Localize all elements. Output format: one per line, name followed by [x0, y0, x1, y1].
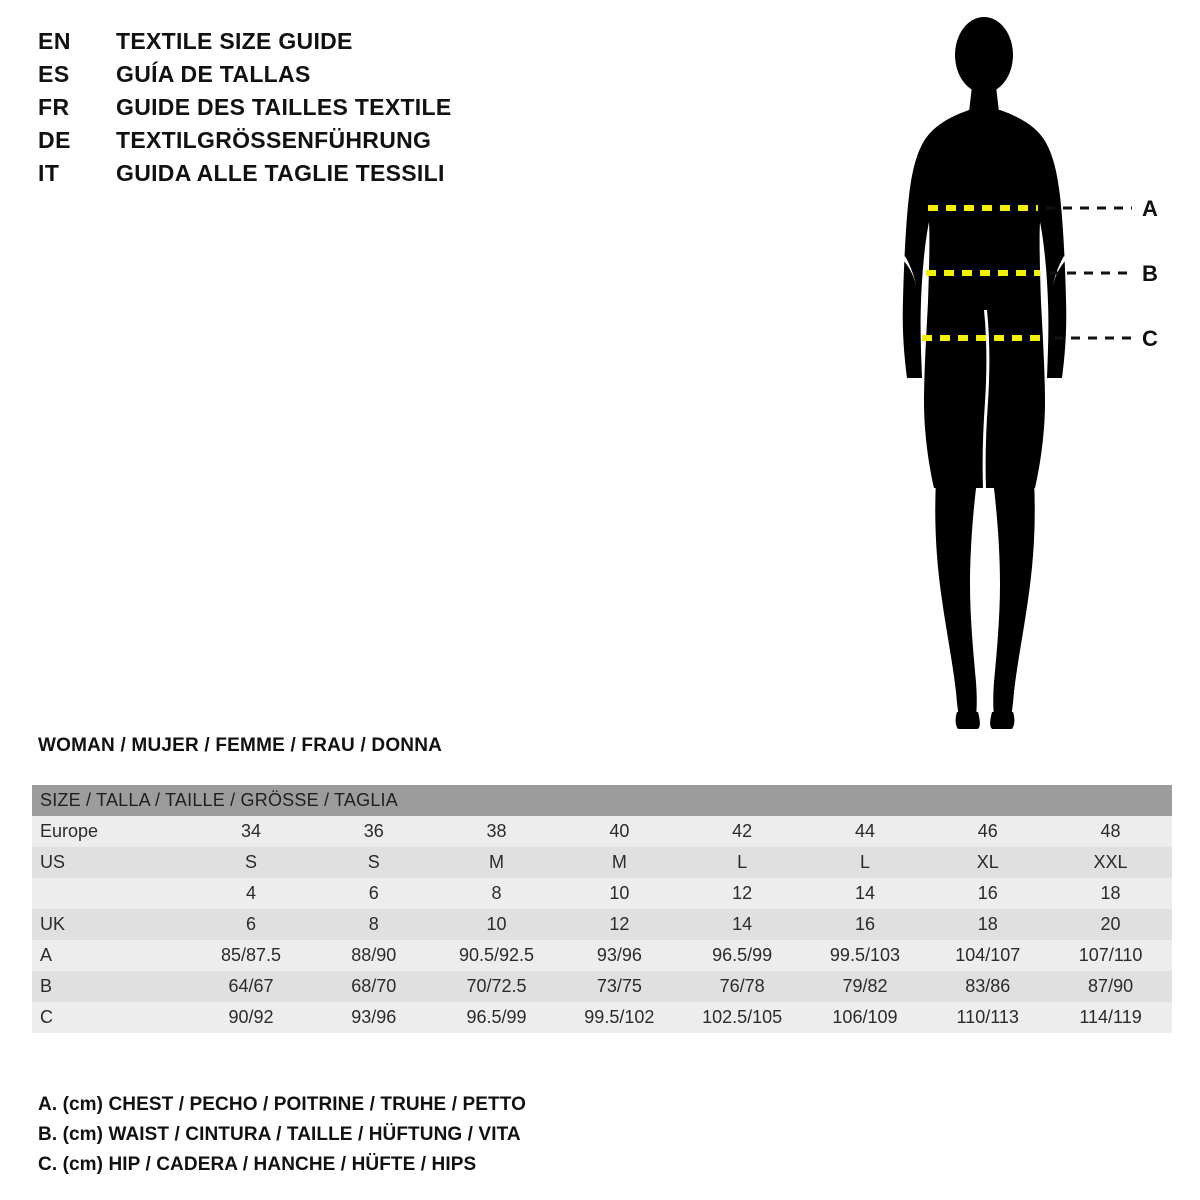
title-row — [38, 160, 738, 193]
title-row — [38, 28, 738, 61]
table-cell: 88/90 — [312, 940, 435, 971]
table-cell: XL — [926, 847, 1049, 878]
chest-measure-label: A — [1142, 196, 1158, 221]
table-cell: 46 — [926, 816, 1049, 847]
table-cell: 14 — [804, 878, 927, 909]
footnote-waist: B. (cm) WAIST / CINTURA / TAILLE / HÜFTUNG / VITA — [38, 1124, 521, 1145]
table-cell: 18 — [926, 909, 1049, 940]
table-cell: 96.5/99 — [681, 940, 804, 971]
table-cell: 12 — [558, 909, 681, 940]
table-cell: 107/110 — [1049, 940, 1172, 971]
table-cell: 64/67 — [190, 971, 313, 1002]
table-cell: 104/107 — [926, 940, 1049, 971]
table-cell: 20 — [1049, 909, 1172, 940]
size-table — [32, 785, 1172, 1033]
row-label: Europe — [32, 816, 190, 847]
table-row — [32, 878, 1172, 909]
title-text: TEXTILGRÖSSENFÜHRUNG — [116, 127, 432, 153]
hip-measure-label: C — [1142, 326, 1158, 351]
table-cell: 34 — [190, 816, 313, 847]
row-label: B — [32, 971, 190, 1002]
table-cell: 73/75 — [558, 971, 681, 1002]
footnote-hip: C. (cm) HIP / CADERA / HANCHE / HÜFTE / HIPS — [38, 1154, 477, 1175]
title-row — [38, 94, 738, 127]
title-language-code: IT — [38, 160, 60, 186]
table-cell: 12 — [681, 878, 804, 909]
table-cell: 83/86 — [926, 971, 1049, 1002]
table-cell: 68/70 — [312, 971, 435, 1002]
table-cell: 16 — [926, 878, 1049, 909]
table-cell: 40 — [558, 816, 681, 847]
table-header-label: SIZE / TALLA / TAILLE / GRÖSSE / TAGLIA — [32, 785, 1172, 816]
table-cell: 8 — [435, 878, 558, 909]
table-cell: L — [804, 847, 927, 878]
row-label: A — [32, 940, 190, 971]
table-cell: 42 — [681, 816, 804, 847]
table-cell: 87/90 — [1049, 971, 1172, 1002]
table-cell: 114/119 — [1049, 1002, 1172, 1033]
table-cell: 96.5/99 — [435, 1002, 558, 1033]
body-measurement-figure — [860, 10, 1190, 740]
table-cell: 38 — [435, 816, 558, 847]
table-row — [32, 909, 1172, 940]
table-cell: 93/96 — [312, 1002, 435, 1033]
table-cell: 110/113 — [926, 1002, 1049, 1033]
table-cell: 14 — [681, 909, 804, 940]
table-row — [32, 971, 1172, 1002]
table-row — [32, 816, 1172, 847]
row-label: UK — [32, 909, 190, 940]
female-silhouette-icon — [860, 10, 1190, 740]
table-cell: 10 — [435, 909, 558, 940]
footnote-chest: A. (cm) CHEST / PECHO / POITRINE / TRUHE / PETTO — [38, 1094, 526, 1115]
table-cell: 6 — [312, 878, 435, 909]
section-heading: WOMAN / MUJER / FEMME / FRAU / DONNA — [38, 735, 443, 756]
table-cell: 4 — [190, 878, 313, 909]
table-cell: 10 — [558, 878, 681, 909]
title-row — [38, 61, 738, 94]
table-cell: 99.5/102 — [558, 1002, 681, 1033]
title-language-code: DE — [38, 127, 71, 153]
table-row — [32, 1002, 1172, 1033]
table-cell: 102.5/105 — [681, 1002, 804, 1033]
row-label: C — [32, 1002, 190, 1033]
table-cell: 36 — [312, 816, 435, 847]
table-cell: S — [312, 847, 435, 878]
table-cell: 44 — [804, 816, 927, 847]
table-cell: 93/96 — [558, 940, 681, 971]
table-header-row — [32, 785, 1172, 816]
table-cell: 6 — [190, 909, 313, 940]
table-cell: 8 — [312, 909, 435, 940]
table-cell: 16 — [804, 909, 927, 940]
table-cell: 90/92 — [190, 1002, 313, 1033]
table-cell: 18 — [1049, 878, 1172, 909]
table-cell: S — [190, 847, 313, 878]
table-cell: L — [681, 847, 804, 878]
table-cell: 79/82 — [804, 971, 927, 1002]
table-row — [32, 847, 1172, 878]
table-cell: 70/72.5 — [435, 971, 558, 1002]
footnotes — [38, 1090, 938, 1180]
title-text: TEXTILE SIZE GUIDE — [116, 28, 353, 54]
title-text: GUÍA DE TALLAS — [116, 61, 311, 87]
title-row — [38, 127, 738, 160]
table-cell: M — [435, 847, 558, 878]
table-cell: 106/109 — [804, 1002, 927, 1033]
row-label — [32, 878, 190, 909]
title-language-code: FR — [38, 94, 70, 120]
table-cell: M — [558, 847, 681, 878]
title-block — [38, 28, 738, 193]
title-language-code: EN — [38, 28, 71, 54]
table-cell: XXL — [1049, 847, 1172, 878]
table-cell: 76/78 — [681, 971, 804, 1002]
table-cell: 85/87.5 — [190, 940, 313, 971]
row-label: US — [32, 847, 190, 878]
table-cell: 48 — [1049, 816, 1172, 847]
table-cell: 99.5/103 — [804, 940, 927, 971]
table-cell: 90.5/92.5 — [435, 940, 558, 971]
title-language-code: ES — [38, 61, 70, 87]
title-text: GUIDA ALLE TAGLIE TESSILI — [116, 160, 445, 186]
table-row — [32, 940, 1172, 971]
waist-measure-label: B — [1142, 261, 1158, 286]
title-text: GUIDE DES TAILLES TEXTILE — [116, 94, 452, 120]
